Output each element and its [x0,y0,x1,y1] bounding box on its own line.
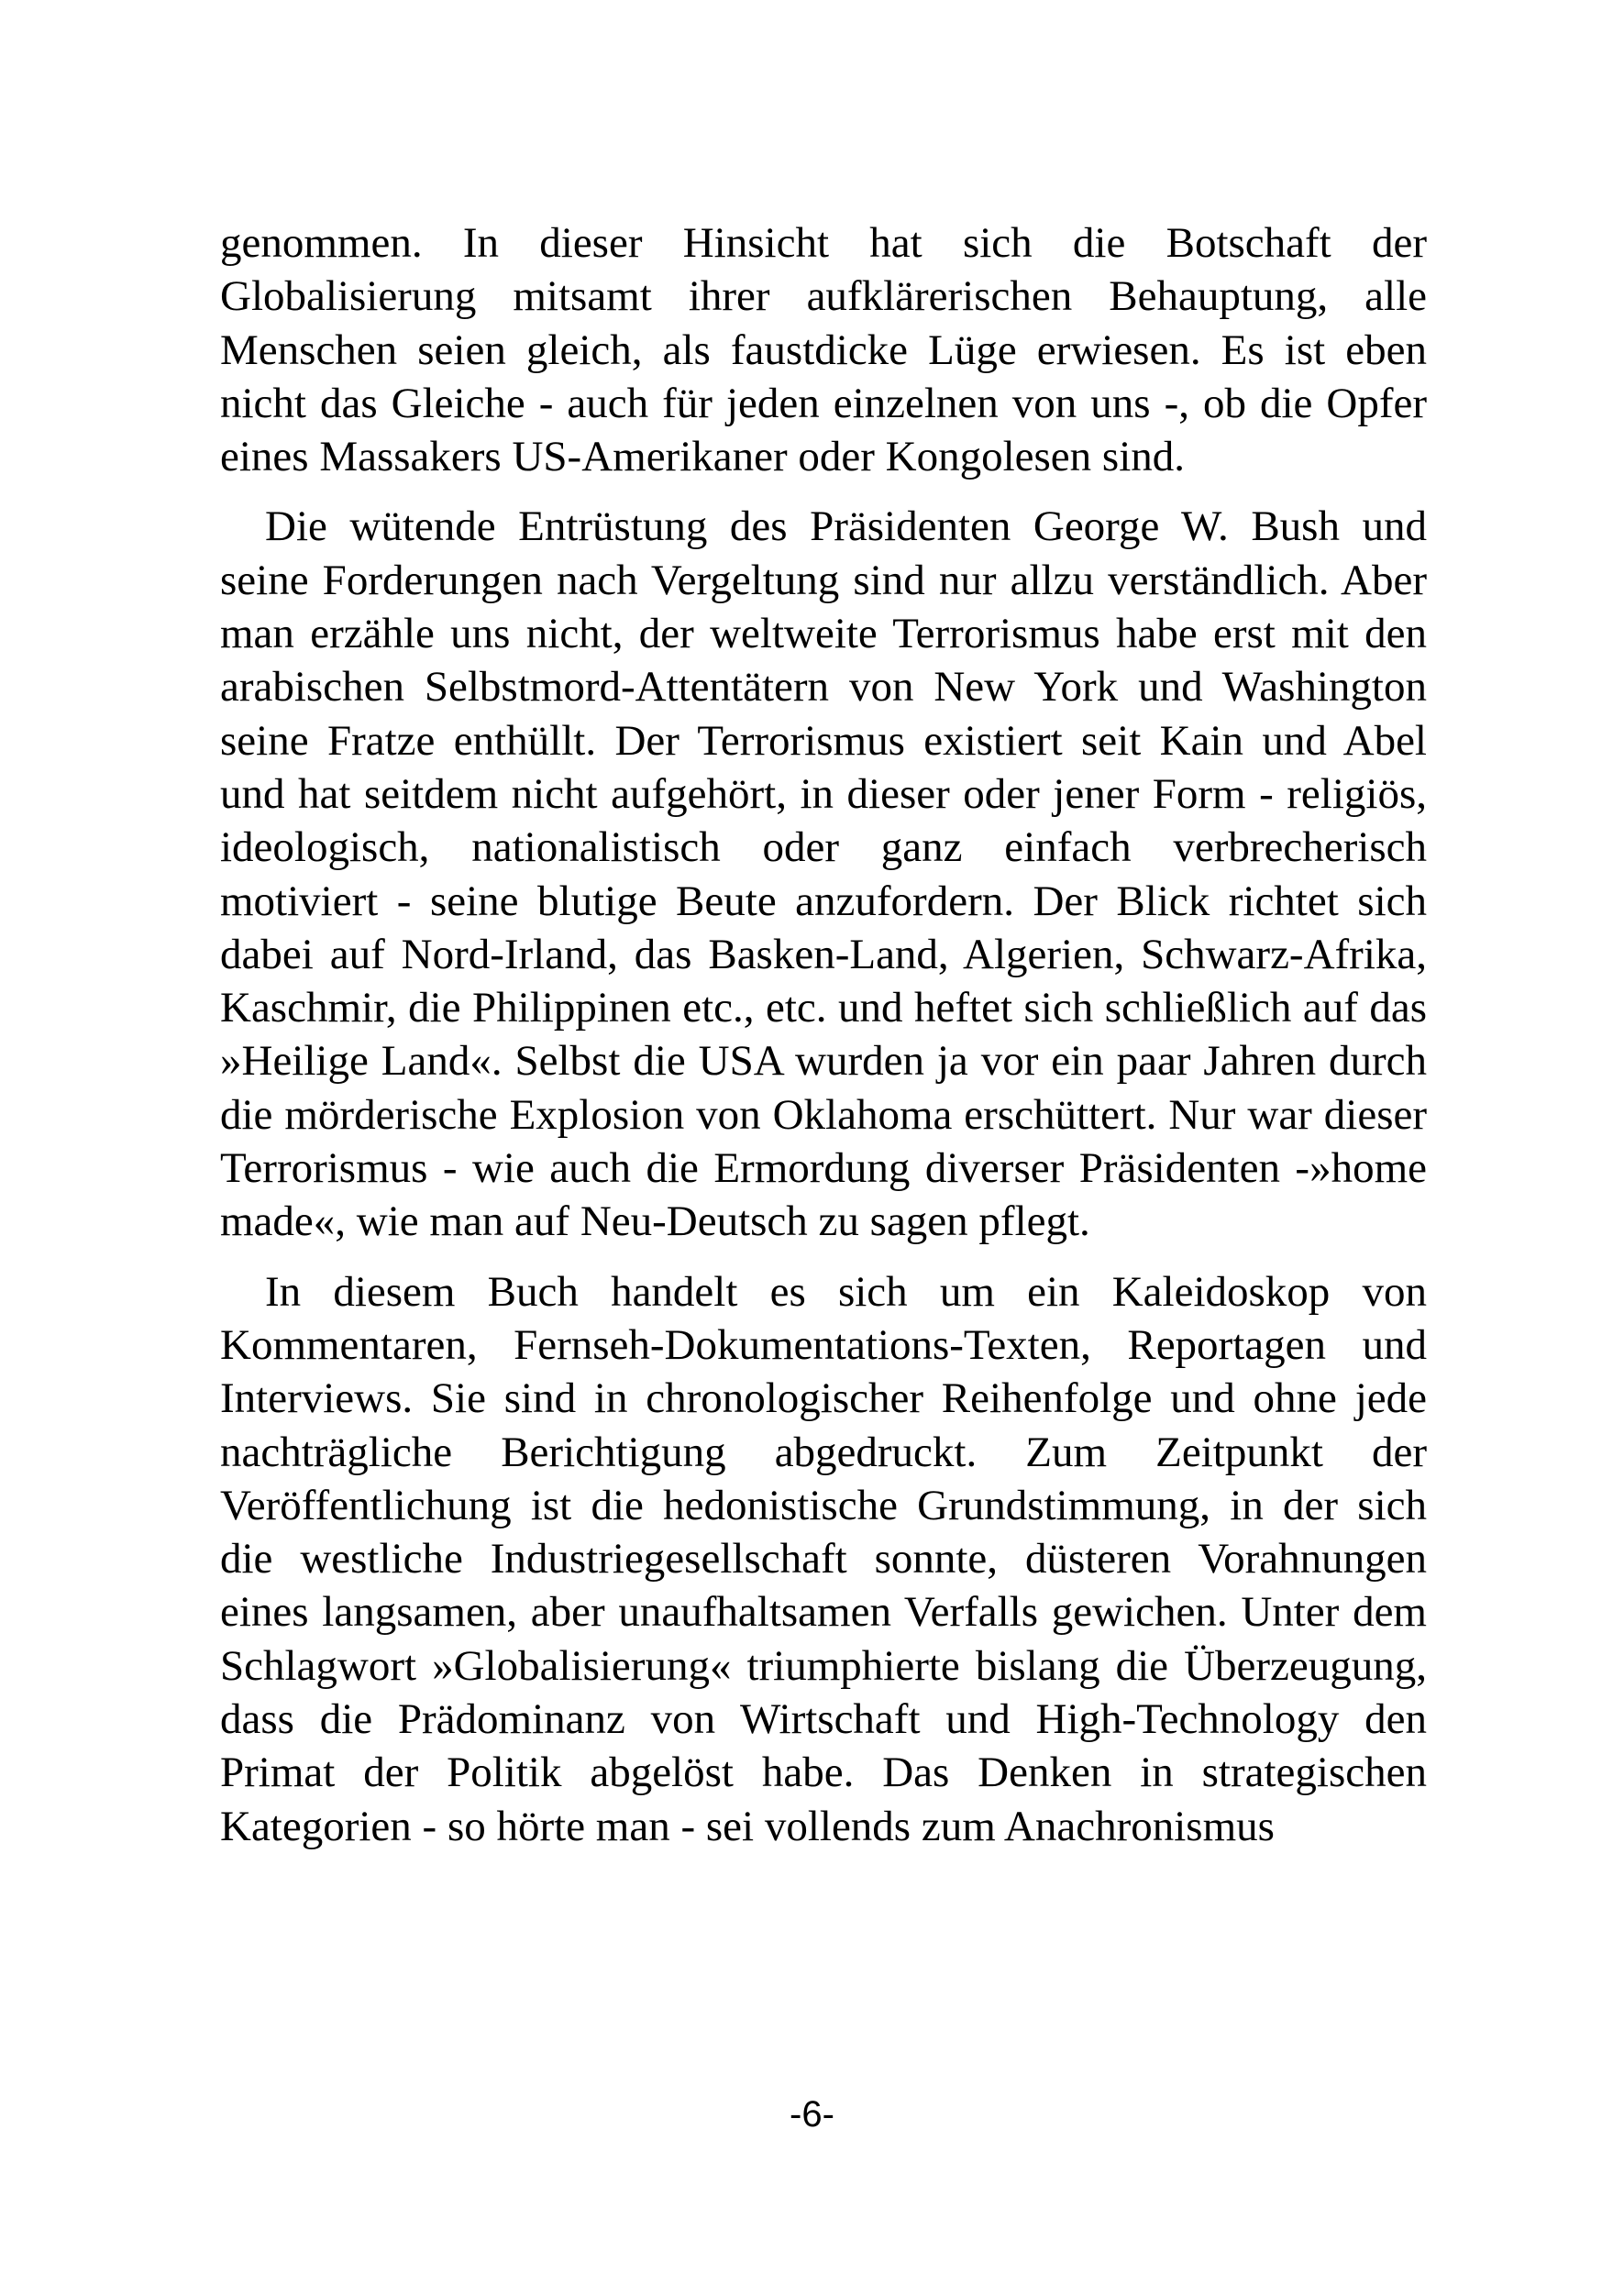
paragraph-2: Die wütende Entrüstung des Präsidenten George W. Bush und seine Forderungen nach Vergeltung sind nur allzu verständlich. Aber man erzähle uns nicht, der weltweite Terrorismus habe erst mit den arabischen Selbstmord-Attentätern von New York und Washington seine Fratze enthüllt. Der Terrorismus existiert seit Kain und Abel und hat seitdem nicht aufgehört, in dieser oder jener Form - religiös, ideologisch, nationalistisch oder ganz einfach verbrecherisch motiviert - seine blutige Beute anzufordern. Der Blick richtet sich dabei auf Nord-Irland, das Basken-Land, Algerien, Schwarz-Afrika, Kaschmir, die Philippinen etc., etc. und heftet sich schließlich auf das »Heilige Land«. Selbst die USA wurden ja vor ein paar Jahren durch die mörderische Explosion von Oklahoma erschüttert. Nur war dieser Terrorismus - wie auch die Ermordung diverser Präsidenten -»home made«, wie man auf Neu-Deutsch zu sagen pflegt. [220,502,1427,1246]
paragraph-3: In diesem Buch handelt es sich um ein Kaleidoskop von Kommentaren, Fernseh-Dokumentations-Texten, Reportagen und Interviews. Sie sind in chronologischer Reihenfolge und ohne jede nachträgliche Berichtigung abgedruckt. Zum Zeitpunkt der Veröffentlichung ist die hedonistische Grundstimmung, in der sich die westliche Industriegesellschaft sonnte, düsteren Vorahnungen eines langsamen, aber unaufhaltsamen Verfalls gewichen. Unter dem Schlagwort »Globalisierung« triumphierte bislang die Überzeugung, dass die Prädominanz von Wirtschaft und High-Technology den Primat der Politik abgelöst habe. Das Denken in strategischen Kategorien - so hörte man - sei vollends zum Anachronismus [220,1267,1427,1850]
paragraph-1: genommen. In dieser Hinsicht hat sich die Botschaft der Globalisierung mitsamt ihrer aufklärerischen Behauptung, alle Menschen seien gleich, als faustdicke Lüge erwiesen. Es ist eben nicht das Gleiche - auch für jeden einzelnen von uns -, ob die Opfer eines Massakers US-Amerikaner oder Kongolesen sind. [220,219,1427,481]
body-text [220,216,1427,1870]
page-number: -6- [790,2094,834,2135]
